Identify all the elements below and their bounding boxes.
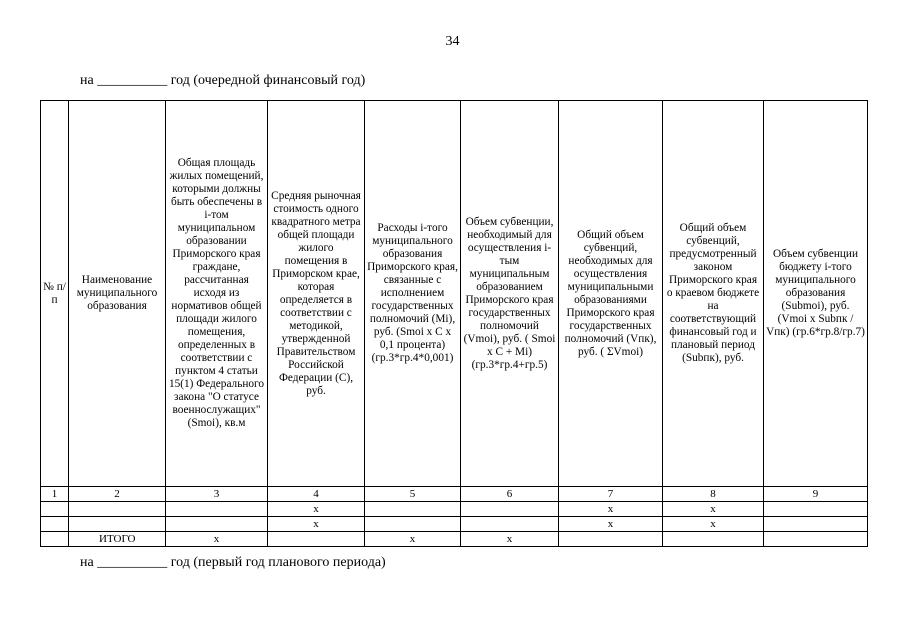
heading-first-planning-year: на __________ год (первый год планового периода)	[80, 555, 386, 570]
col-header-total-needed: Общий объем субвенций, необходимых для осуществления муниципальными образованиями Приморского края государственных полномочий (Vпк), руб. ( ΣVmoi)	[559, 101, 663, 487]
table-cell: x	[268, 517, 365, 532]
column-number: 7	[559, 487, 663, 502]
column-number: 3	[166, 487, 268, 502]
table-cell	[69, 517, 166, 532]
column-number: 2	[69, 487, 166, 502]
table-row	[41, 502, 868, 517]
table-cell	[764, 517, 868, 532]
column-number: 9	[764, 487, 868, 502]
header-row	[41, 101, 868, 487]
table-cell	[166, 502, 268, 517]
table-cell: x	[559, 502, 663, 517]
table-cell	[166, 517, 268, 532]
column-number: 8	[663, 487, 764, 502]
table-cell	[461, 502, 559, 517]
table-cell	[41, 502, 69, 517]
table-cell	[559, 532, 663, 547]
col-header-expenses: Расходы i-того муниципального образования Приморского края, связанные с исполнением государственных полномочий (Mi), руб. (Smoi x С x 0,1 процента) (гр.3*гр.4*0,001)	[365, 101, 461, 487]
col-header-area: Общая площадь жилых помещений, которыми должны быть обеспечены в i-том муниципальном образовании Приморского края граждане, рассчитанная исходя из нормативов общей площади жилого помещения, определенных в соответствии с пунктом 4 статьи 15(1) Федерального закона "О статусе военнослужащих" (Smoi), кв.м	[166, 101, 268, 487]
table-cell: x	[365, 532, 461, 547]
table-row	[41, 517, 868, 532]
table-cell	[268, 532, 365, 547]
col-header-subvention-volume: Объем субвенции, необходимый для осуществления i-тым муниципальным образованием Приморского края государственных полномочий (Vmoi), руб. ( Smoi x С + Mi) (гр.3*гр.4+гр.5)	[461, 101, 559, 487]
column-number: 5	[365, 487, 461, 502]
table-cell	[663, 532, 764, 547]
table-cell	[41, 532, 69, 547]
col-header-number: № п/п	[41, 101, 69, 487]
column-number: 4	[268, 487, 365, 502]
table-cell	[69, 502, 166, 517]
table-cell	[461, 517, 559, 532]
table-cell: x	[166, 532, 268, 547]
table-cell: x	[559, 517, 663, 532]
subvention-table	[40, 100, 868, 547]
table-cell: x	[663, 517, 764, 532]
table-cell	[764, 502, 868, 517]
column-number-row	[41, 487, 868, 502]
heading-current-year: на __________ год (очередной финансовый год)	[80, 73, 366, 88]
total-label: ИТОГО	[69, 532, 166, 547]
table-cell	[764, 532, 868, 547]
col-header-market-price: Средняя рыночная стоимость одного квадратного метра общей площади жилого помещения в Приморском крае, которая определяется в соответствии с методикой, утвержденной Правительством Российской Федерации (С), руб.	[268, 101, 365, 487]
table-cell	[365, 517, 461, 532]
col-header-subvention-budget: Объем субвенции бюджету i-того муниципального образования (Submoi), руб. (Vmoi x Subпк / Vпк) (гр.6*гр.8/гр.7)	[764, 101, 868, 487]
table-cell	[365, 502, 461, 517]
table-cell: x	[461, 532, 559, 547]
page-number: 34	[445, 34, 460, 49]
table-cell: x	[663, 502, 764, 517]
col-header-total-by-law: Общий объем субвенций, предусмотренный законом Приморского края о краевом бюджете на соответствующий финансовый год и плановый период (Subпк), руб.	[663, 101, 764, 487]
column-number: 6	[461, 487, 559, 502]
total-row	[41, 532, 868, 547]
col-header-municipality: Наименование муниципального образования	[69, 101, 166, 487]
table-cell	[41, 517, 69, 532]
column-number: 1	[41, 487, 69, 502]
table-cell: x	[268, 502, 365, 517]
